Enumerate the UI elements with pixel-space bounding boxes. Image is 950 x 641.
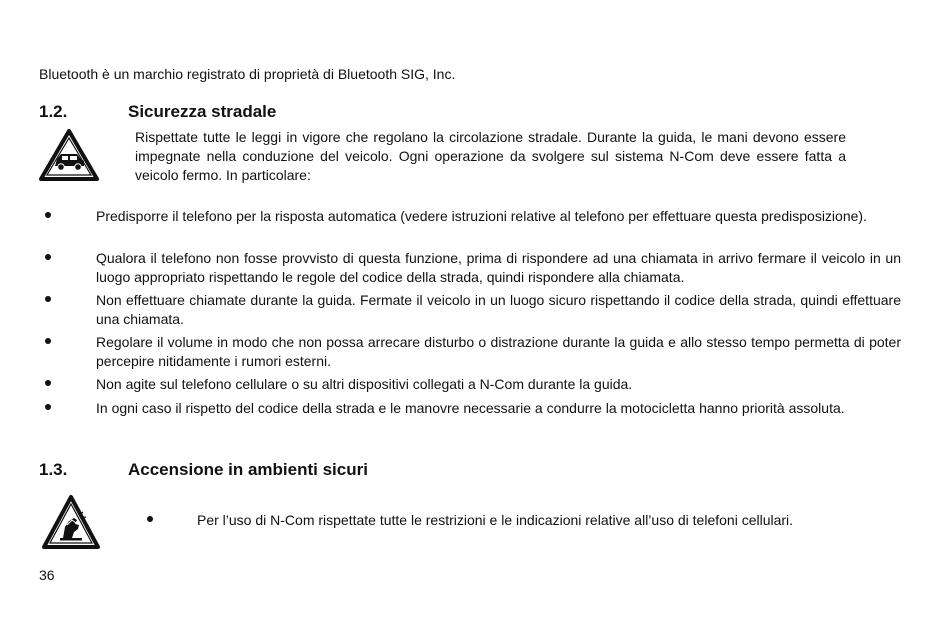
list-item: Qualora il telefono non fosse provvisto di questa funzione, prima di rispondere ad una chiamata in arrivo fermare il veicolo in un luogo appropriato rispettando le regole del codice della strada, quindi rispondere alla chiamata. xyxy=(96,250,901,285)
list-item: Predisporre il telefono per la risposta automatica (vedere istruzioni relative al telefono per effettuare questa predisposizione). xyxy=(96,208,867,224)
bullet-marker xyxy=(45,212,51,218)
list-item: Non effettuare chiamate durante la guida. Fermate il veicolo in un luogo sicuro rispettando il codice della strada, quindi effettuare una chiamata. xyxy=(96,292,901,327)
section-1-3-title: Accensione in ambienti sicuri xyxy=(128,460,368,479)
page-number: 36 xyxy=(39,567,55,583)
section-1-2-intro: Rispettate tutte le leggi in vigore che regolano la circolazione stradale. Durante la guida, le mani devono essere impegnate nella conduzione del veicolo. Ogni operazione da svolgere sul sistema N-Com deve essere fatta a veicolo fermo. In particolare: xyxy=(135,129,846,183)
bullet-marker xyxy=(45,296,51,302)
section-1-2-number: 1.2. xyxy=(39,102,68,121)
list-item: Regolare il volume in modo che non possa arrecare disturbo o distrazione durante la guida e allo stesso tempo permetta di poter percepire nitidamente i rumori esterni. xyxy=(96,334,901,369)
section-1-2-title: Sicurezza stradale xyxy=(128,102,277,121)
bullet-marker xyxy=(45,338,51,344)
hand-phone-warning-icon xyxy=(41,494,101,550)
section-1-3-number: 1.3. xyxy=(39,460,68,479)
bullet-marker xyxy=(45,404,51,410)
list-item: Non agite sul telefono cellulare o su altri dispositivi collegati a N-Com durante la guida. xyxy=(96,376,633,392)
trademark-note: Bluetooth è un marchio registrato di proprietà di Bluetooth SIG, Inc. xyxy=(39,66,456,82)
bullet-marker xyxy=(147,516,153,522)
bullet-marker xyxy=(45,254,51,260)
bullet-marker xyxy=(45,380,51,386)
list-item: In ogni caso il rispetto del codice della strada e le manovre necessarie a condurre la motocicletta hanno priorità assoluta. xyxy=(96,400,845,416)
list-item: Per l’uso di N-Com rispettate tutte le restrizioni e le indicazioni relative all’uso di telefoni cellulari. xyxy=(197,512,794,528)
car-warning-icon xyxy=(38,128,100,182)
